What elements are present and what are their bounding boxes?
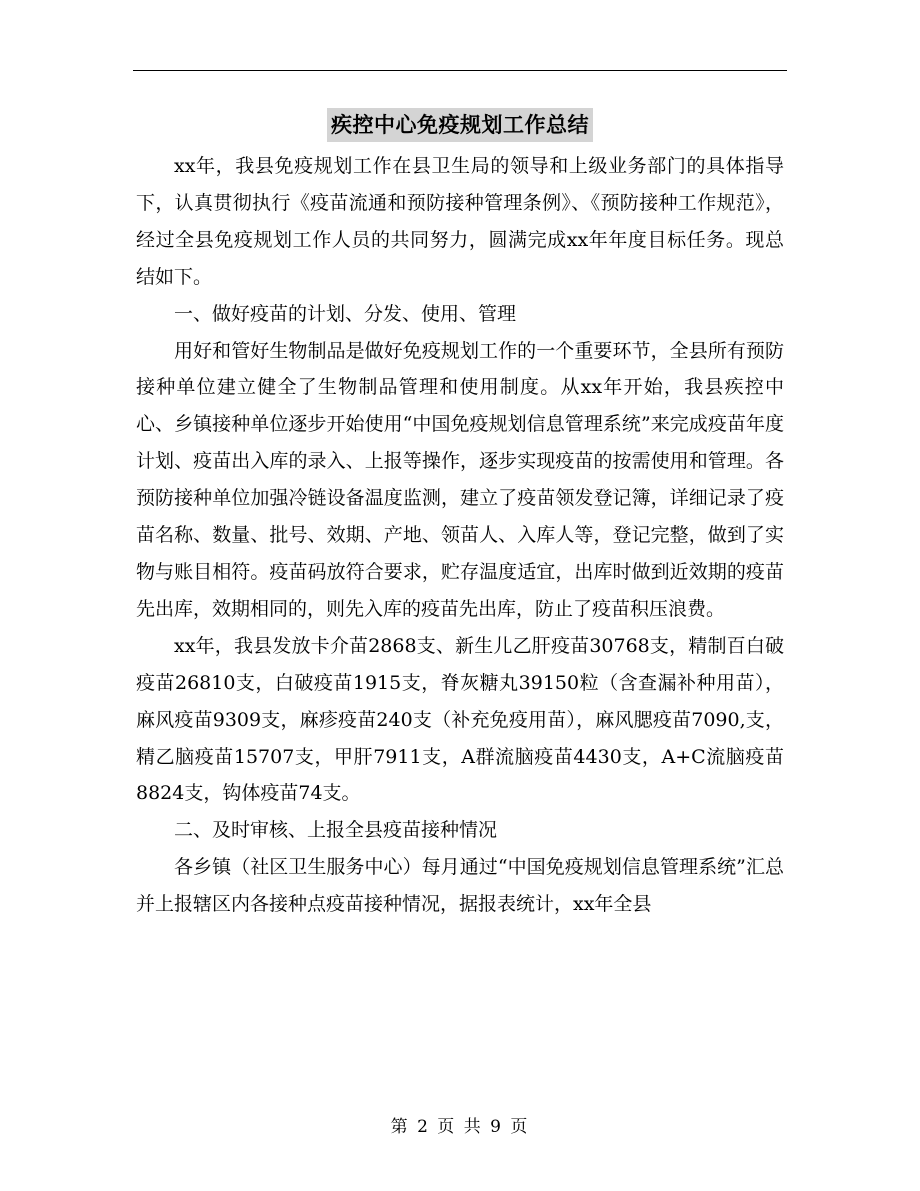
title-container	[0, 108, 920, 142]
paragraph-vaccine-management: 用好和管好生物制品是做好免疫规划工作的一个重要环节，全县所有预防接种单位建立健全了生物制品管理和使用制度。从xx年开始，我县疾控中心、乡镇接种单位逐步开始使用“中国免疫规划信息管理系统”来完成疫苗年度计划、疫苗出入库的录入、上报等操作，逐步实现疫苗的按需使用和管理。各预防接种单位加强冷链设备温度监测，建立了疫苗领发登记簿，详细记录了疫苗名称、数量、批号、效期、产地、领苗人、入库人等，登记完整，做到了实物与账目相符。疫苗码放符合要求，贮存温度适宜，出库时做到近效期的疫苗先出库，效期相同的，则先入库的疫苗先出库，防止了疫苗积压浪费。	[136, 339, 784, 620]
document-body	[136, 148, 784, 923]
section-heading-1: 一、做好疫苗的计划、分发、使用、管理	[174, 302, 517, 325]
document-title: 疾控中心免疫规划工作总结	[327, 108, 593, 142]
paragraph-intro: xx年，我县免疫规划工作在县卫生局的领导和上级业务部门的具体指导下，认真贯彻执行《疫苗流通和预防接种管理条例》、《预防接种工作规范》，经过全县免疫规划工作人员的共同努力，圆满完成xx年年度目标任务。现总结如下。	[136, 155, 784, 288]
paragraph-vaccine-distribution: xx年，我县发放卡介苗2868支、新生儿乙肝疫苗30768支，精制百白破疫苗26810支，白破疫苗1915支，脊灰糖丸39150粒（含查漏补种用苗），麻风疫苗9309支，麻疹疫苗240支（补充免疫用苗），麻风腮疫苗7090,支，精乙脑疫苗15707支，甲肝7911支，A群流脑疫苗4430支，A+C流脑疫苗8824支，钩体疫苗74支。	[136, 634, 784, 805]
page-footer: 第 2 页 共 9 页	[390, 1117, 530, 1137]
section-heading-2: 二、及时审核、上报全县疫苗接种情况	[174, 819, 498, 842]
header-rule	[133, 70, 787, 71]
paragraph-reporting: 各乡镇（社区卫生服务中心）每月通过“中国免疫规划信息管理系统”汇总并上报辖区内各接种点疫苗接种情况，据报表统计，xx年全县	[136, 856, 784, 916]
